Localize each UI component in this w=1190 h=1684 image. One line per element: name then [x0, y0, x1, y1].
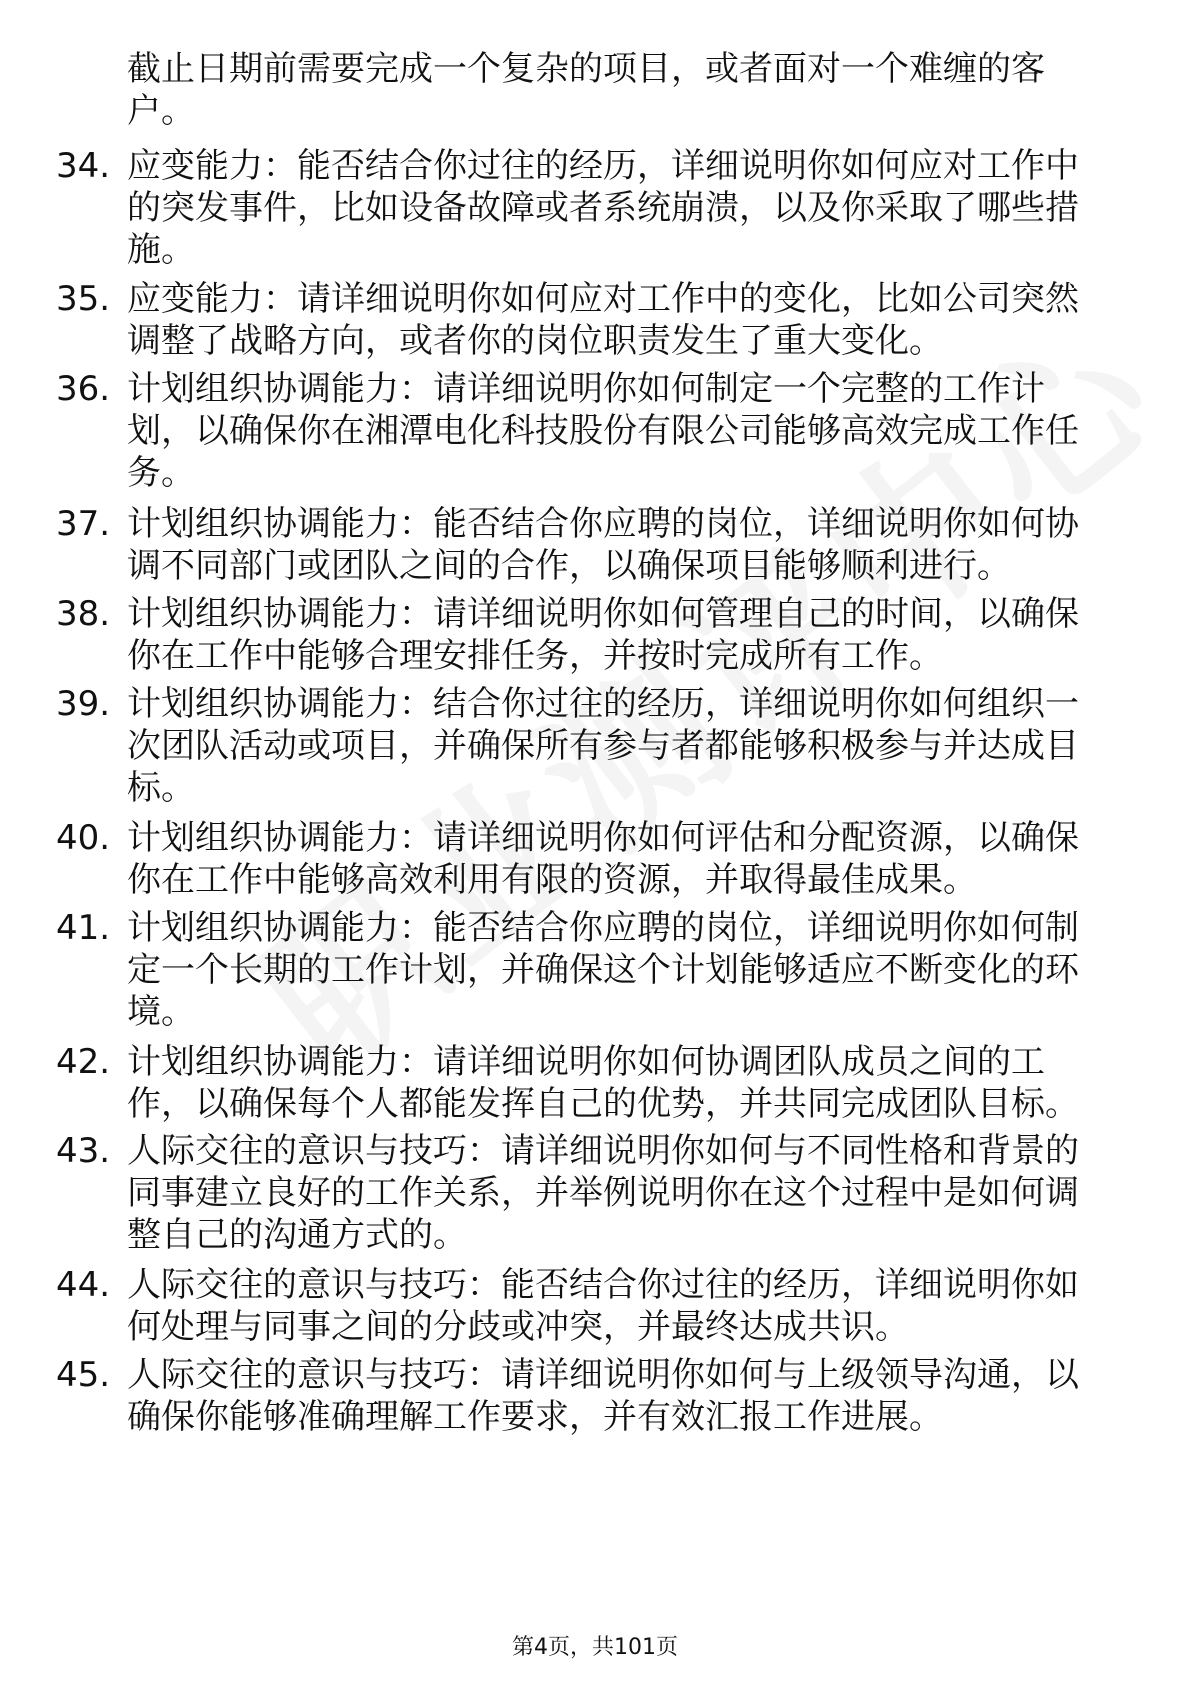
question-number: 45.	[56, 1355, 111, 1395]
question-number: 37.	[56, 504, 111, 544]
question-number: 44.	[56, 1265, 111, 1305]
question-text: 计划组织协调能力：能否结合你应聘的岗位，详细说明你如何制定一个长期的工作计划，并确保这个计划能够适应不断变化的环境。	[127, 908, 1079, 1032]
question-number: 42.	[56, 1042, 111, 1082]
question-text: 计划组织协调能力：请详细说明你如何管理自己的时间，以确保你在工作中能够合理安排任务，并按时完成所有工作。	[127, 594, 1079, 676]
question-number: 39.	[56, 684, 111, 724]
question-number: 35.	[56, 279, 111, 319]
question-number: 43.	[56, 1131, 111, 1171]
question-text: 人际交往的意识与技巧：请详细说明你如何与不同性格和背景的同事建立良好的工作关系，并举例说明你在这个过程中是如何调整自己的沟通方式的。	[127, 1131, 1079, 1255]
question-text: 计划组织协调能力：请详细说明你如何协调团队成员之间的工作，以确保每个人都能发挥自己的优势，并共同完成团队目标。	[127, 1042, 1079, 1124]
question-text: 计划组织协调能力：请详细说明你如何评估和分配资源，以确保你在工作中能够高效利用有限的资源，并取得最佳成果。	[127, 818, 1079, 900]
page-footer: 第4页，共101页	[512, 1635, 678, 1660]
question-number: 40.	[56, 818, 111, 858]
question-number: 34.	[56, 146, 111, 186]
question-text: 人际交往的意识与技巧：能否结合你过往的经历，详细说明你如何处理与同事之间的分歧或冲突，并最终达成共识。	[127, 1265, 1079, 1347]
question-number: 38.	[56, 594, 111, 634]
question-text: 应变能力：请详细说明你如何应对工作中的变化，比如公司突然调整了战略方向，或者你的岗位职责发生了重大变化。	[127, 279, 1079, 361]
question-text: 计划组织协调能力：请详细说明你如何制定一个完整的工作计划，以确保你在湘潭电化科技股份有限公司能够高效完成工作任务。	[127, 369, 1079, 493]
continuation-text: 截止日期前需要完成一个复杂的项目，或者面对一个难缠的客户。	[127, 49, 1045, 131]
question-text: 计划组织协调能力：能否结合你应聘的岗位，详细说明你如何协调不同部门或团队之间的合作，以确保项目能够顺利进行。	[127, 504, 1079, 586]
question-number: 36.	[56, 369, 111, 409]
question-number: 41.	[56, 908, 111, 948]
question-text: 计划组织协调能力：结合你过往的经历，详细说明你如何组织一次团队活动或项目，并确保所有参与者都能够积极参与并达成目标。	[127, 684, 1079, 808]
question-text: 人际交往的意识与技巧：请详细说明你如何与上级领导沟通，以确保你能够准确理解工作要求，并有效汇报工作进展。	[127, 1355, 1079, 1437]
question-text: 应变能力：能否结合你过往的经历，详细说明你如何应对工作中的突发事件，比如设备故障或者系统崩溃，以及你采取了哪些措施。	[127, 146, 1079, 270]
